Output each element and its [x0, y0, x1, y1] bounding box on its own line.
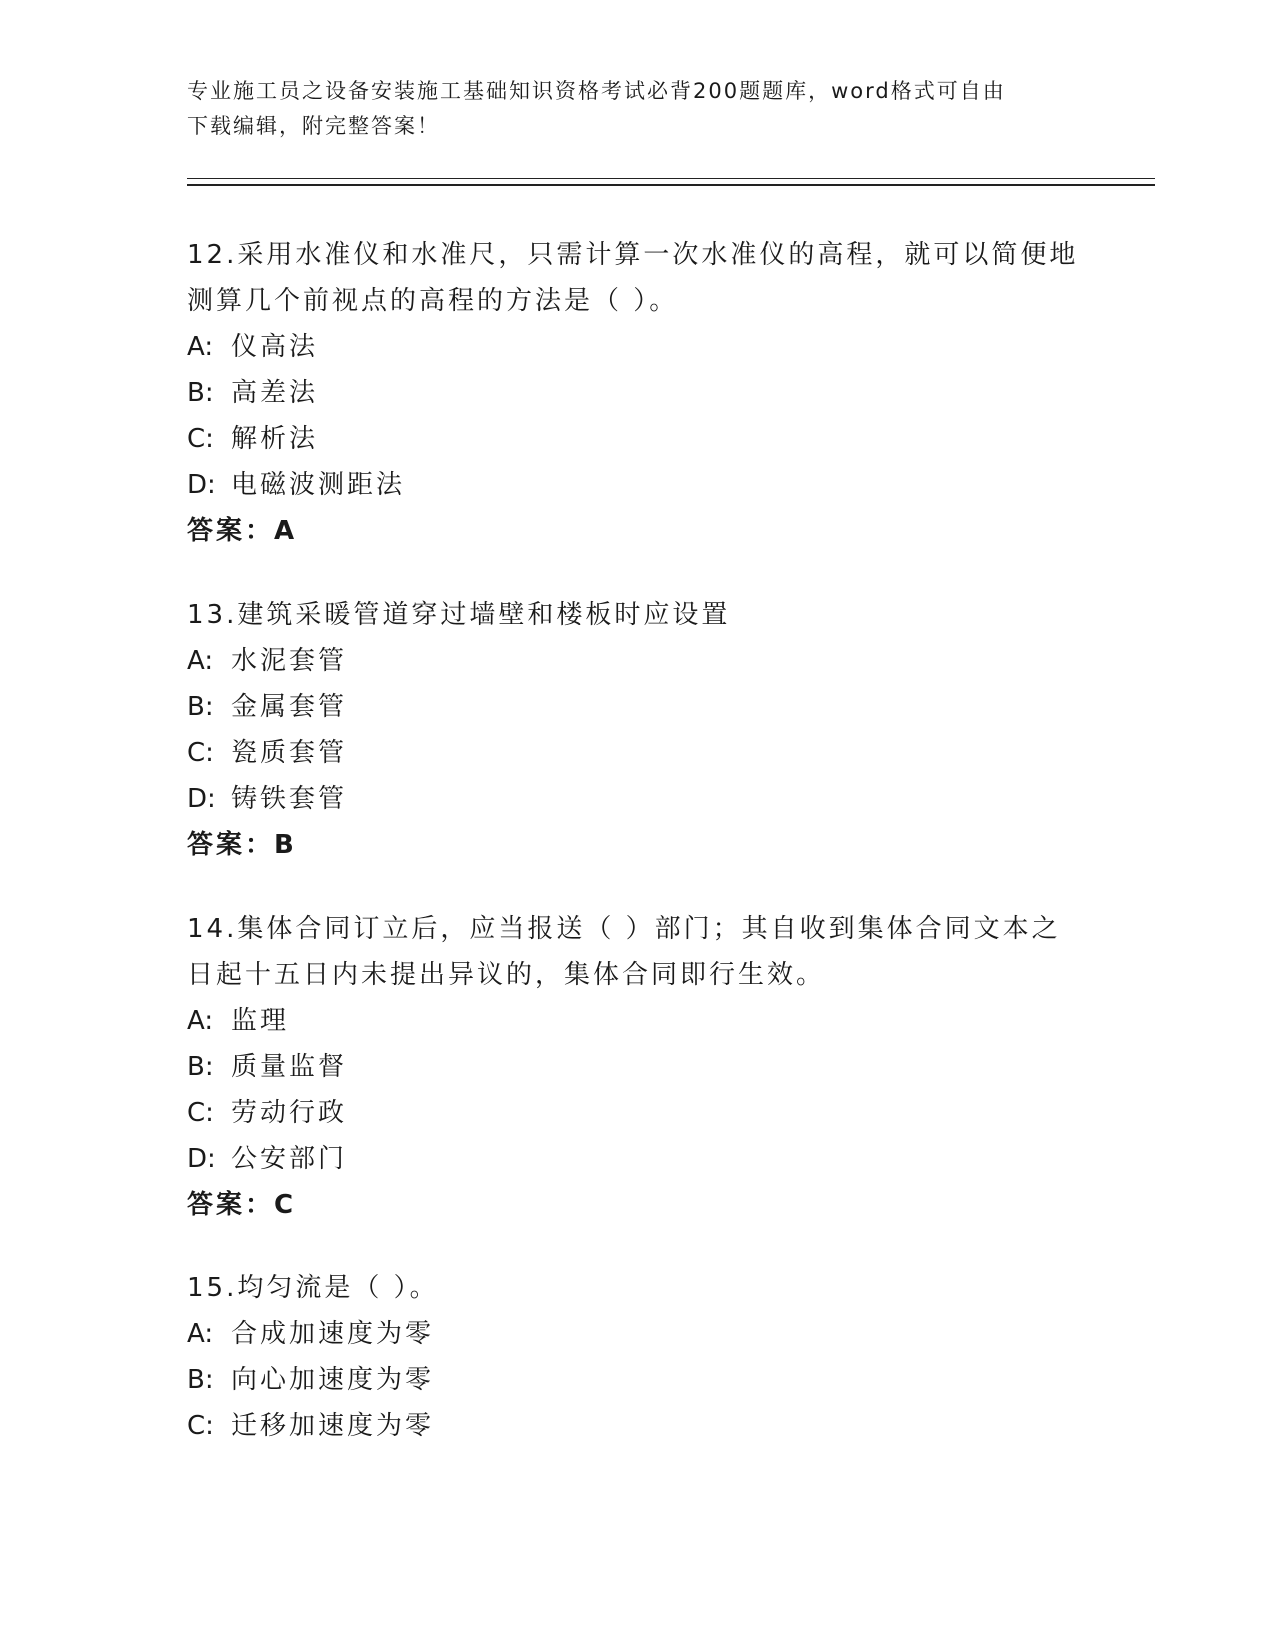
question-stem-line: 15.均匀流是（ ）。	[187, 1273, 439, 1303]
option-c	[187, 730, 1107, 776]
option-a	[187, 998, 1107, 1044]
question-13	[187, 592, 1107, 868]
option-letter: A:	[187, 1006, 214, 1036]
question-stem-line: 12.采用水准仪和水准尺，只需计算一次水准仪的高程，就可以简便地	[187, 240, 1079, 270]
option-c	[187, 1090, 1107, 1136]
option-a	[187, 638, 1107, 684]
answer-line: 答案：B	[187, 830, 297, 860]
option-text: 解析法	[231, 424, 319, 454]
option-letter: C:	[187, 1411, 214, 1441]
option-text: 瓷质套管	[231, 738, 348, 768]
header-line-1: 专业施工员之设备安装施工基础知识资格考试必背200题题库，word格式可自由	[187, 79, 1006, 103]
option-text: 高差法	[231, 378, 319, 408]
question-14	[187, 906, 1107, 1228]
question-stem	[187, 592, 1107, 638]
option-letter: A:	[187, 1319, 214, 1349]
header-divider	[187, 178, 1155, 186]
option-letter: A:	[187, 332, 214, 362]
option-letter: B:	[187, 692, 214, 722]
option-letter: C:	[187, 424, 214, 454]
answer-line: 答案：A	[187, 516, 298, 546]
option-b	[187, 1044, 1107, 1090]
option-b	[187, 370, 1107, 416]
option-a	[187, 324, 1107, 370]
option-a	[187, 1311, 1107, 1357]
header-line-2: 下载编辑，附完整答案！	[187, 114, 440, 138]
option-text: 公安部门	[231, 1144, 348, 1174]
option-text: 金属套管	[231, 692, 348, 722]
option-letter: C:	[187, 738, 214, 768]
option-c	[187, 416, 1107, 462]
question-stem-line: 测算几个前视点的高程的方法是（ ）。	[187, 286, 679, 316]
option-text: 水泥套管	[231, 646, 348, 676]
option-letter: B:	[187, 1052, 214, 1082]
option-text: 铸铁套管	[231, 784, 348, 814]
option-letter: D:	[187, 470, 216, 500]
option-letter: D:	[187, 784, 216, 814]
option-b	[187, 1357, 1107, 1403]
question-stem-line: 日起十五日内未提出异议的，集体合同即行生效。	[187, 960, 826, 990]
option-text: 电磁波测距法	[231, 470, 406, 500]
option-letter: A:	[187, 646, 214, 676]
option-text: 迁移加速度为零	[231, 1411, 435, 1441]
option-text: 监理	[231, 1006, 290, 1036]
option-text: 向心加速度为零	[231, 1365, 435, 1395]
option-d	[187, 462, 1107, 508]
question-stem	[187, 232, 1107, 324]
option-b	[187, 684, 1107, 730]
answer-line: 答案：C	[187, 1190, 297, 1220]
option-letter: D:	[187, 1144, 216, 1174]
option-c	[187, 1403, 1107, 1449]
option-text: 仪高法	[231, 332, 319, 362]
option-text: 劳动行政	[231, 1098, 348, 1128]
question-12	[187, 232, 1107, 554]
option-letter: C:	[187, 1098, 214, 1128]
question-stem-line: 13.建筑采暖管道穿过墙壁和楼板时应设置	[187, 600, 731, 630]
page-header	[187, 74, 1087, 144]
question-stem-line: 14.集体合同订立后，应当报送（ ）部门；其自收到集体合同文本之	[187, 914, 1061, 944]
option-letter: B:	[187, 1365, 214, 1395]
question-stem	[187, 906, 1107, 998]
option-d	[187, 1136, 1107, 1182]
option-letter: B:	[187, 378, 214, 408]
option-d	[187, 776, 1107, 822]
option-text: 合成加速度为零	[231, 1319, 435, 1349]
option-text: 质量监督	[231, 1052, 348, 1082]
question-15	[187, 1265, 1107, 1449]
question-stem	[187, 1265, 1107, 1311]
